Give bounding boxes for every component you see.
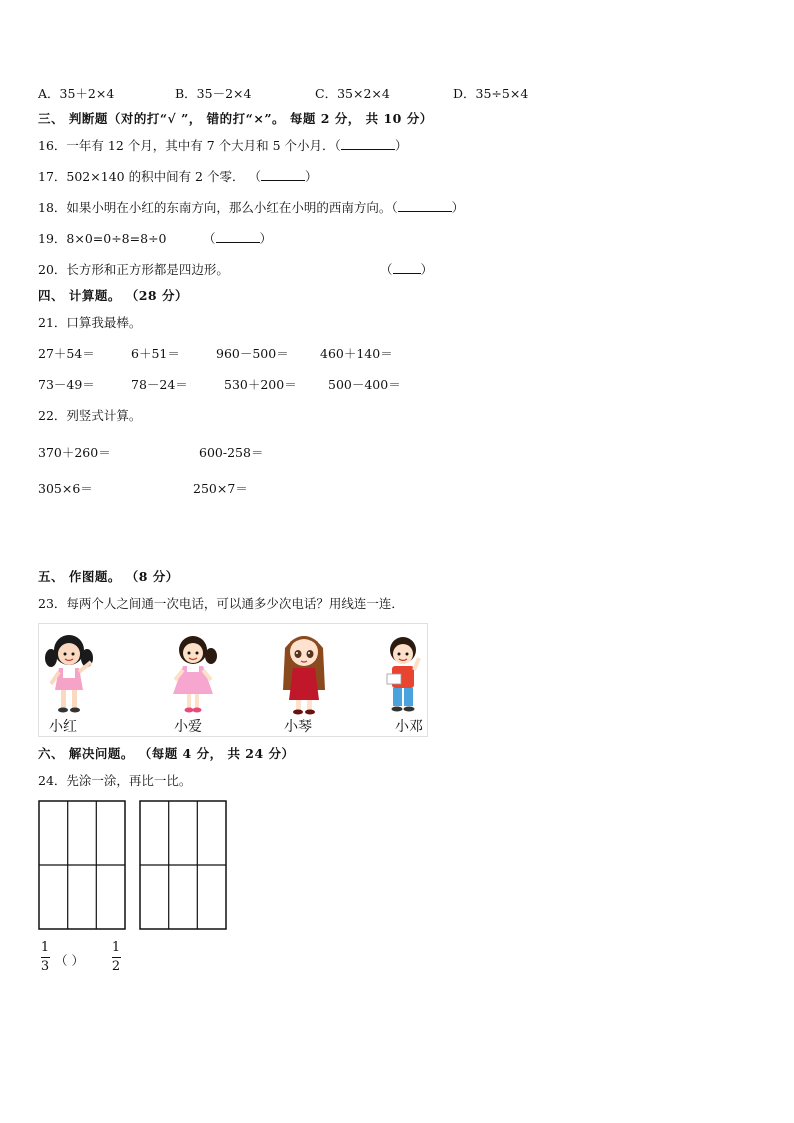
q15-option-b: B．35－2×4 — [175, 86, 252, 101]
fraction-one-half — [109, 940, 123, 975]
q19-open: （ — [203, 231, 216, 246]
question-21-title: 21．口算我最棒。 — [38, 315, 142, 330]
q21-item: 500－400＝ — [328, 377, 401, 392]
question-18 — [38, 198, 464, 216]
kids-figure — [38, 623, 428, 737]
answer-blank[interactable] — [261, 169, 305, 181]
q16-text: 16．一年有 12 个月，其中有 7 个大月和 5 个小月．（ — [38, 138, 341, 153]
fraction-grid-right[interactable] — [139, 800, 227, 930]
q18-text: 18．如果小明在小红的东南方向，那么小红在小明的西南方向。（ — [38, 200, 398, 215]
question-22-title: 22．列竖式计算。 — [38, 408, 142, 423]
fraction-denominator: 2 — [111, 959, 121, 974]
question-24-title: 24．先涂一涂，再比一比。 — [38, 773, 192, 788]
boy-xiaodeng-illustration — [379, 630, 427, 718]
q21-item: 78－24＝ — [131, 377, 188, 392]
q17-close: ） — [304, 169, 318, 184]
fraction-one-third — [38, 940, 52, 975]
q18-close: ） — [451, 200, 465, 215]
fraction-bar — [41, 957, 50, 958]
kid-name-label: 小邓 — [395, 719, 423, 735]
question-19 — [38, 229, 167, 247]
q21-item: 960－500＝ — [216, 346, 289, 361]
q22-item: 305×6＝ — [38, 481, 93, 496]
section-5-title: 五、 作图题。 （8 分） — [38, 569, 179, 584]
answer-blank[interactable] — [398, 200, 452, 212]
section-6-title: 六、 解决问题。 （每题 4 分， 共 24 分） — [38, 746, 295, 761]
q16-close: ） — [394, 138, 408, 153]
question-16 — [38, 136, 407, 154]
q21-item: 6＋51＝ — [131, 346, 180, 361]
q20-close: ） — [420, 262, 434, 277]
q20-text: 20．长方形和正方形都是四边形。 — [38, 262, 229, 277]
question-17 — [38, 167, 317, 185]
q20-open: （ — [380, 262, 393, 277]
answer-blank[interactable] — [216, 231, 260, 243]
fraction-numerator: 1 — [40, 940, 50, 955]
q19-text: 19．8×0=0÷8=8÷0 — [38, 231, 167, 246]
section-3-title: 三、 判断题（对的打“√ ”， 错的打“×”。 每题 2 分， 共 10 分） — [38, 111, 433, 126]
q21-item: 460＋140＝ — [320, 346, 393, 361]
q19-answer — [203, 229, 272, 247]
section-4-title: 四、 计算题。 （28 分） — [38, 288, 188, 303]
fraction-denominator: 3 — [40, 959, 50, 974]
girl-xiaohong-illustration — [41, 628, 99, 718]
question-23-title: 23．每两个人之间通一次电话，可以通多少次电话？用线连一连． — [38, 596, 404, 611]
q15-option-a: A．35＋2×4 — [38, 86, 115, 101]
q17-text: 17．502×140 的积中间有 2 个零． （ — [38, 169, 261, 184]
fraction-numerator: 1 — [111, 940, 121, 955]
answer-blank[interactable] — [393, 262, 421, 274]
kid-name-label: 小琴 — [284, 719, 312, 735]
q15-option-d: D．35÷5×4 — [453, 86, 529, 101]
q22-item: 370＋260＝ — [38, 445, 111, 460]
q22-item: 250×7＝ — [193, 481, 248, 496]
fraction-bar — [112, 957, 121, 958]
q21-item: 27＋54＝ — [38, 346, 95, 361]
q19-close: ） — [259, 231, 273, 246]
kid-name-label: 小红 — [49, 719, 77, 735]
q20-answer — [380, 260, 433, 278]
q21-item: 530＋200＝ — [224, 377, 297, 392]
q22-item: 600-258＝ — [199, 445, 264, 460]
question-20 — [38, 260, 229, 278]
kid-name-label: 小爱 — [174, 719, 202, 735]
fraction-grid-left[interactable] — [38, 800, 126, 930]
girl-xiaoqin-illustration — [275, 628, 333, 718]
answer-blank[interactable] — [341, 138, 395, 150]
q15-option-c: C．35×2×4 — [315, 86, 390, 101]
q21-item: 73－49＝ — [38, 377, 95, 392]
girl-xiaoai-illustration — [163, 630, 223, 718]
compare-parentheses[interactable]: （ ） — [55, 953, 84, 968]
